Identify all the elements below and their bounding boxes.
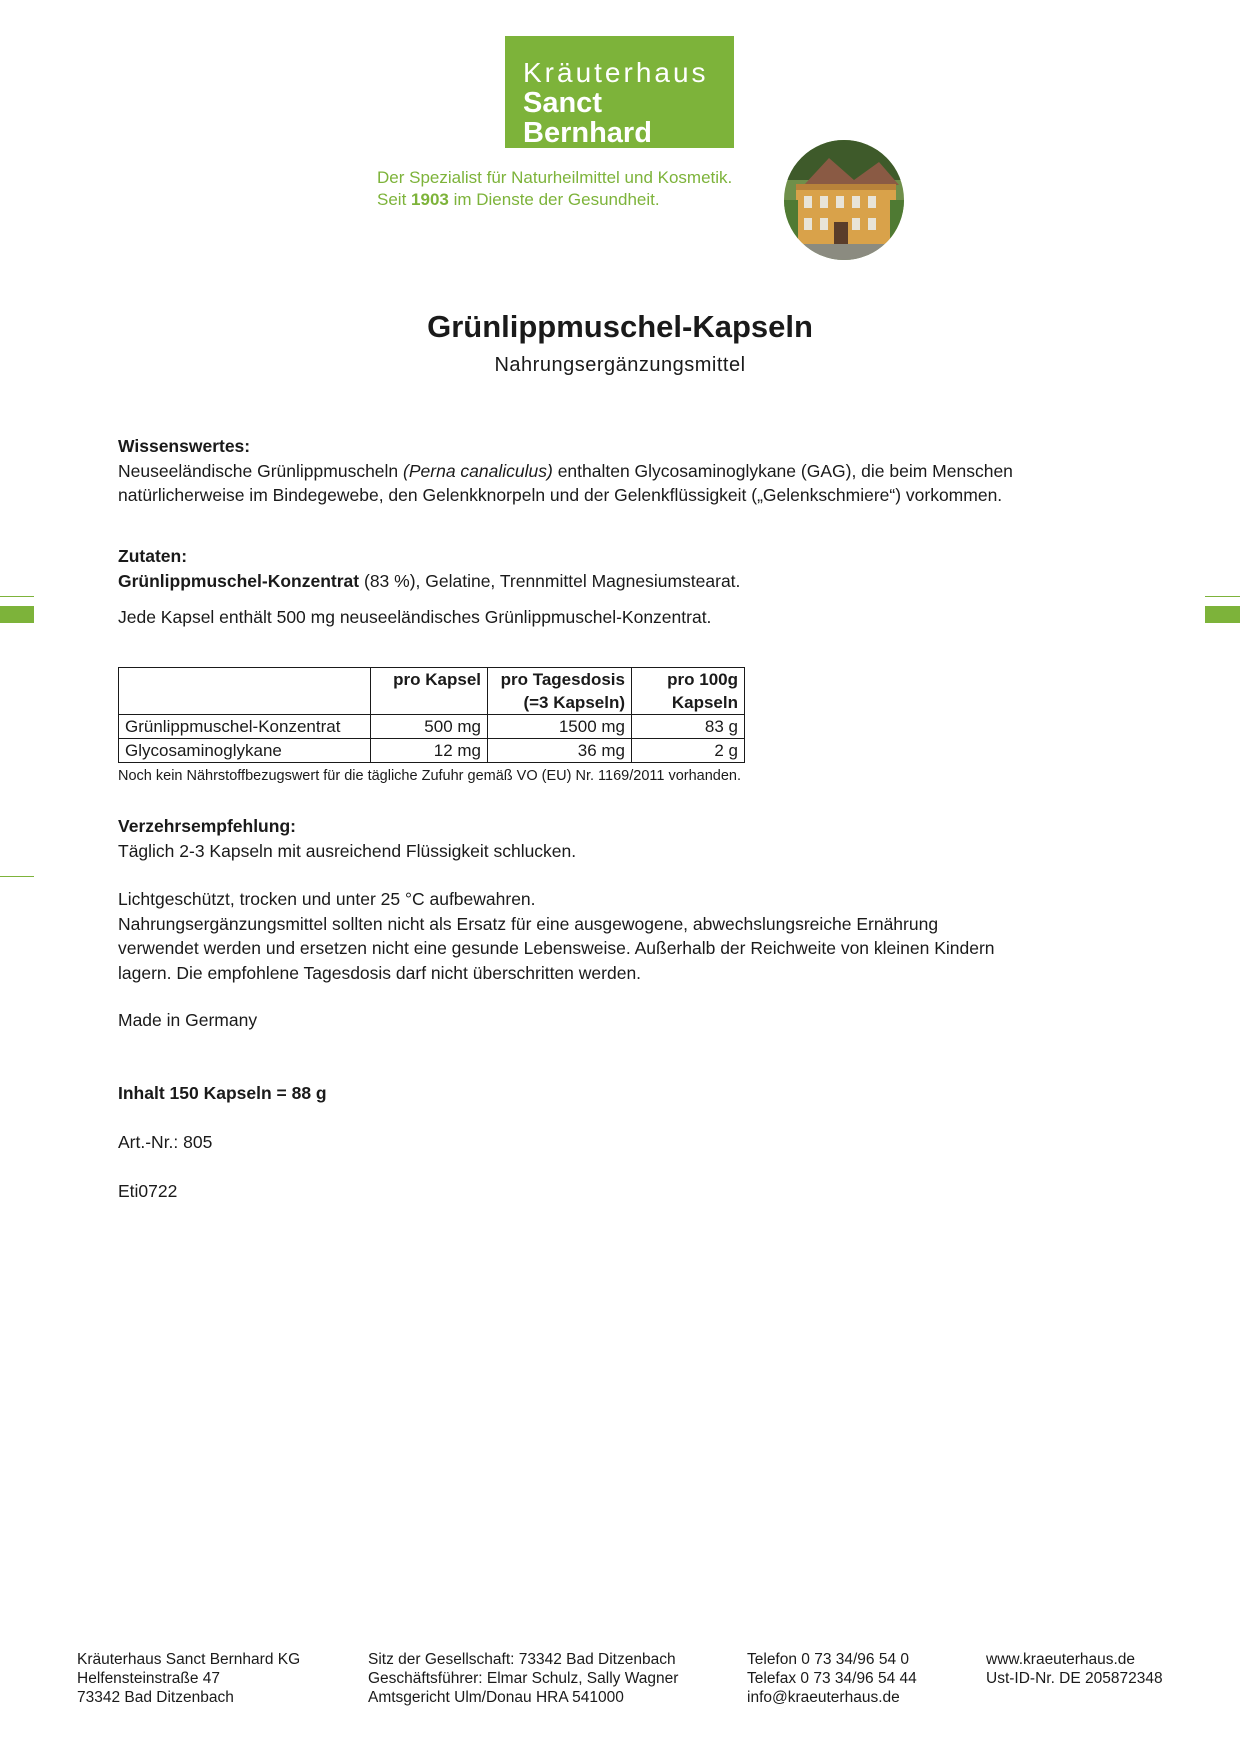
hinweise-line-3: verwendet werden und ersetzen nicht eine gesunde Lebensweise. Außerhalb der Reichweite von kleinen Kindern: [118, 938, 995, 958]
wissenswertes-text-post: enthalten Glycosaminoglykane (GAG), die beim Menschen: [552, 460, 1013, 481]
row-value-tag: 36 mg: [488, 739, 632, 763]
table-row: [119, 715, 745, 739]
product-title: Grünlippmuschel-Kapseln: [427, 309, 813, 344]
footer-vat-id: Ust-ID-Nr. DE 205872348: [986, 1670, 1163, 1687]
logo-line-1: Kräuterhaus: [523, 57, 709, 88]
footer-email[interactable]: info@kraeuterhaus.de: [747, 1689, 900, 1706]
made-in: Made in Germany: [118, 1010, 258, 1030]
row-value-tag: 1500 mg: [488, 715, 632, 739]
verzehr-text: Täglich 2-3 Kapseln mit ausreichend Flüssigkeit schlucken.: [118, 840, 577, 861]
article-number: Art.-Nr.: 805: [118, 1132, 213, 1152]
footer-line: Geschäftsführer: Elmar Schulz, Sally Wagner: [368, 1670, 679, 1687]
footer-web: [986, 1650, 1163, 1688]
footer-line: Sitz der Gesellschaft: 73342 Bad Ditzenbach: [368, 1651, 676, 1668]
hinweise-line-4: lagern. Die empfohlene Tagesdosis darf nicht überschritten werden.: [118, 962, 642, 983]
header-100g-sub: Kapseln: [671, 693, 738, 712]
hinweise-line-2: Nahrungsergänzungsmittel sollten nicht als Ersatz für eine ausgewogene, abwechslungsreiche Ernährung: [118, 913, 939, 934]
hinweise-line-1: Lichtgeschützt, trocken und unter 25 °C aufbewahren.: [118, 889, 536, 909]
row-value-kapsel: 500 mg: [371, 715, 488, 739]
zutaten-rest: (83 %), Gelatine, Trennmittel Magnesiumstearat.: [359, 570, 741, 591]
table-footnote: Noch kein Nährstoffbezugswert für die tägliche Zufuhr gemäß VO (EU) Nr. 1169/2011 vorhanden.: [118, 768, 742, 784]
footer-company: [77, 1650, 300, 1707]
verzehr-heading: Verzehrsempfehlung:: [118, 816, 296, 836]
side-mark-right: [1205, 606, 1240, 623]
verzehr-section: [118, 814, 576, 863]
tagline-line-1: Der Spezialist für Naturheilmittel und Kosmetik.: [377, 168, 733, 187]
product-subtitle: Nahrungsergänzungsmittel: [494, 354, 746, 376]
tagline-line-2: [377, 189, 732, 211]
footer-line: Amtsgericht Ulm/Donau HRA 541000: [368, 1689, 624, 1706]
table-row: [119, 739, 745, 763]
tagline: [377, 167, 732, 211]
row-value-100g: 83 g: [632, 715, 745, 739]
zutaten-line: [118, 569, 740, 594]
side-mark-left: [0, 606, 34, 623]
row-name: Grünlippmuschel-Konzentrat: [119, 715, 371, 739]
table-header-pro-kapsel: [371, 668, 488, 715]
header-pro-kapsel-text: pro Kapsel: [393, 670, 481, 689]
footer-phone: Telefon 0 73 34/96 54 0: [747, 1651, 910, 1668]
footer-line: Helfensteinstraße 47: [77, 1670, 221, 1687]
building-photo: [784, 140, 904, 260]
header-100g-text: pro 100g: [667, 670, 738, 689]
wissenswertes-heading: Wissenswertes:: [118, 436, 251, 456]
wissenswertes-text-pre: Neuseeländische Grünlippmuscheln: [118, 460, 404, 481]
row-value-kapsel: 12 mg: [371, 739, 488, 763]
zutaten-section: [118, 544, 740, 593]
table-header-pro-100g: [632, 668, 745, 715]
table-header-empty: [119, 668, 371, 715]
side-mark-left-lower: [0, 876, 34, 877]
table-header-row: [119, 668, 745, 715]
nutrition-table: [118, 667, 745, 763]
footer-legal: [368, 1650, 678, 1707]
wissenswertes-line-2: natürlicherweise im Bindegewebe, den Gelenkknorpeln und der Gelenkflüssigkeit („Gelenkschmiere“) vorkommen.: [118, 485, 1003, 505]
inhalt: Inhalt 150 Kapseln = 88 g: [118, 1083, 327, 1103]
tagline-year: 1903: [411, 190, 449, 209]
header-tagesdosis-text: pro Tagesdosis: [500, 670, 625, 689]
side-mark-left-thin: [0, 596, 34, 597]
footer-website-link[interactable]: www.kraeuterhaus.de: [986, 1651, 1136, 1668]
wissenswertes-latin-name: (Perna canaliculus): [403, 460, 553, 481]
zutaten-heading: Zutaten:: [118, 546, 188, 566]
tagline-post: im Dienste der Gesundheit.: [448, 190, 660, 209]
side-mark-right-thin: [1205, 596, 1240, 597]
table-header-tagesdosis: [488, 668, 632, 715]
footer-line: 73342 Bad Ditzenbach: [77, 1689, 234, 1706]
footer-contact: [747, 1650, 917, 1707]
label-code: Eti0722: [118, 1181, 178, 1201]
row-value-100g: 2 g: [632, 739, 745, 763]
brand-logo: [505, 36, 734, 148]
zutaten-main-ingredient: Grünlippmuschel-Konzentrat: [118, 570, 360, 591]
logo-line-2: Sanct Bernhard: [523, 87, 652, 149]
footer-fax: Telefax 0 73 34/96 54 44: [747, 1670, 917, 1687]
capsule-note: Jede Kapsel enthält 500 mg neuseeländisches Grünlippmuschel-Konzentrat.: [118, 607, 712, 627]
wissenswertes-section: [118, 434, 1013, 508]
hinweise-section: [118, 887, 995, 985]
row-name: Glycosaminoglykane: [119, 739, 371, 763]
header-tagesdosis-sub: (=3 Kapseln): [523, 693, 625, 712]
wissenswertes-line-1: [118, 459, 1013, 484]
tagline-pre: Seit: [377, 190, 412, 209]
footer-line: Kräuterhaus Sanct Bernhard KG: [77, 1651, 301, 1668]
